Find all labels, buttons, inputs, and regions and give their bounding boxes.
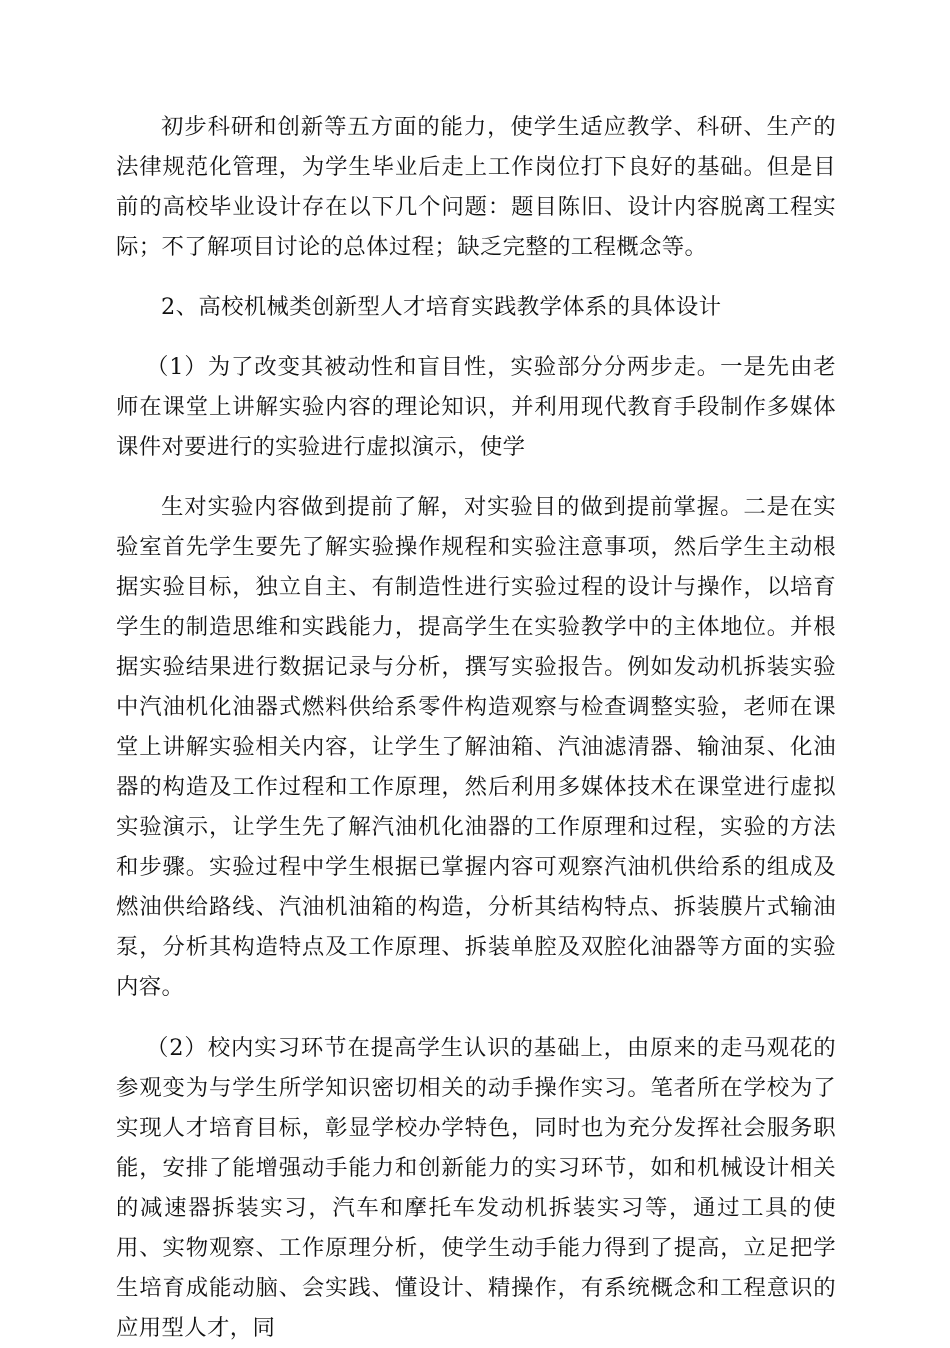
paragraph-graduation-design-issues: 初步科研和创新等五方面的能力，使学生适应教学、科研、生产的法律规范化管理，为学生毕业后走上工作岗位打下良好的基础。但是目前的高校毕业设计存在以下几个问题：题目陈旧、设计内容脱离工程实际；不了解项目讨论的总体过程；缺乏完整的工程概念等。: [116, 114, 836, 260]
paragraph-experiment-details: 生对实验内容做到提前了解，对实验目的做到提前掌握。二是在实验室首先学生要先了解实验操作规程和实验注意事项，然后学生主动根据实验目标，独立自主、有制造性进行实验过程的设计与操作，以培育学生的制造思维和实践能力，提高学生在实验教学中的主体地位。并根据实验结果进行数据记录与分析，撰写实验报告。例如发动机拆装实验中汽油机化油器式燃料供给系零件构造观察与检查调整实验，老师在课堂上讲解实验相关内容，让学生了解油箱、汽油滤清器、输油泵、化油器的构造及工作过程和工作原理，然后利用多媒体技术在课堂进行虚拟实验演示，让学生先了解汽油机化油器的工作原理和过程，实验的方法和步骤。实验过程中学生根据已掌握内容可观察汽油机供给系的组成及燃油供给路线、汽油机油箱的构造，分析其结构特点、拆装膜片式输油泵，分析其构造特点及工作原理、拆装单腔及双腔化油器等方面的实验内容。: [116, 494, 836, 1000]
document-body: [116, 107, 836, 1348]
paragraph-internship: （2）校内实习环节在提高学生认识的基础上，由原来的走马观花的参观变为与学生所学知识密切相关的动手操作实习。笔者所在学校为了实现人才培育目标，彰显学校办学特色，同时也为充分发挥社会服务职能，安排了能增强动手能力和创新能力的实习环节，如和机械设计相关的减速器拆装实习，汽车和摩托车发动机拆装实习等，通过工具的使用、实物观察、工作原理分析，使学生动手能力得到了提高，立足把学生培育成能动脑、会实践、懂设计、精操作，有系统概念和工程意识的应用型人才，同: [116, 1035, 836, 1341]
paragraph-experiment-two-steps: （1）为了改变其被动性和盲目性，实验部分分两步走。一是先由老师在课堂上讲解实验内容的理论知识，并利用现代教育手段制作多媒体课件对要进行的实验进行虚拟演示，使学: [116, 354, 836, 460]
section-heading-practice-system-design: 2、高校机械类创新型人才培育实践教学体系的具体设计: [161, 294, 722, 320]
